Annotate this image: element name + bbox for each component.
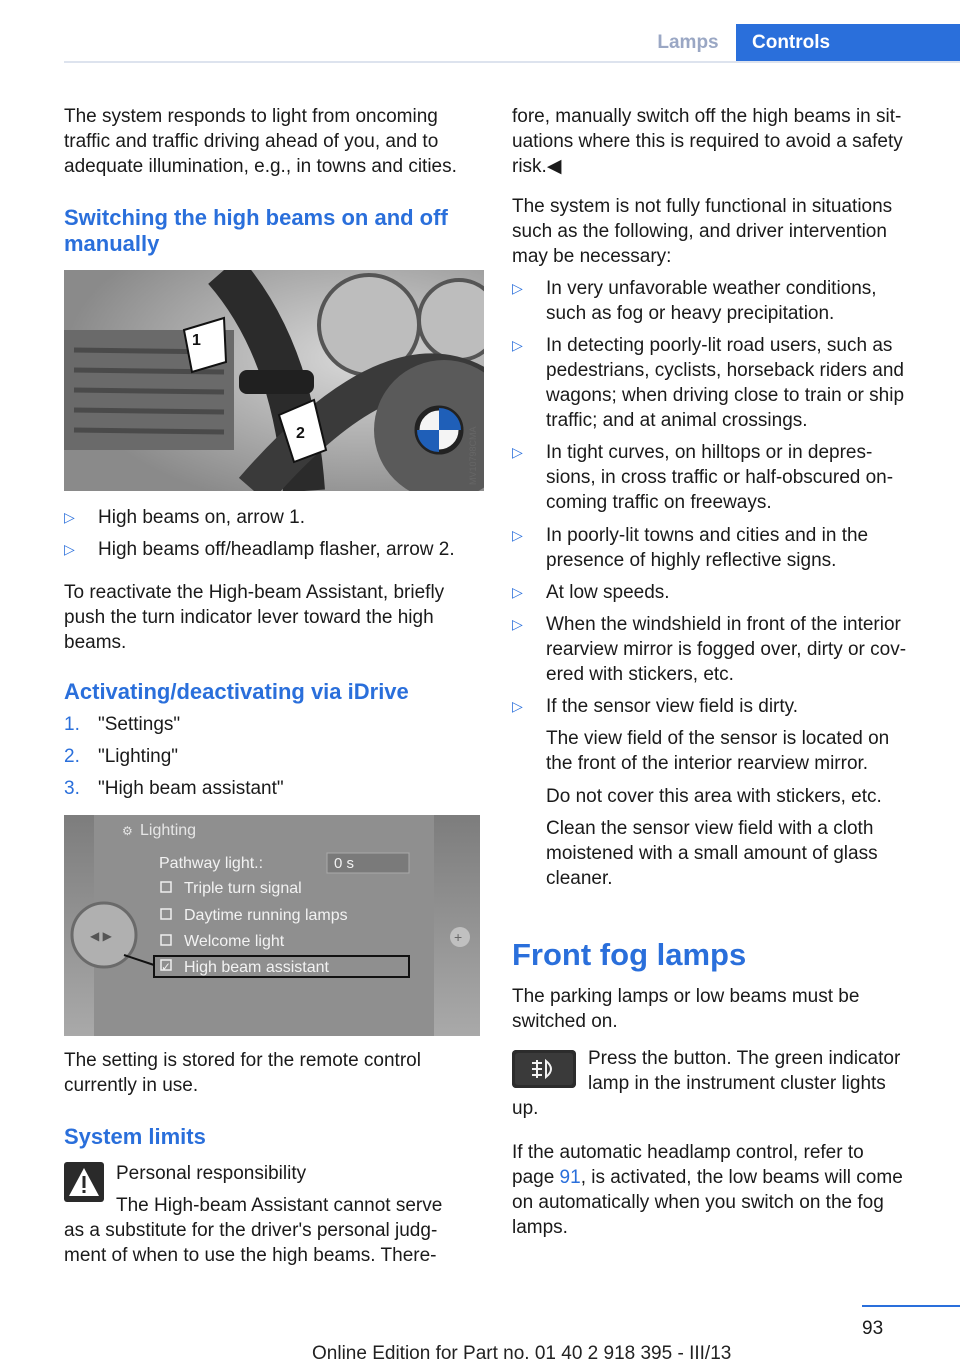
- triangle-bullet-icon: ▷: [64, 509, 75, 525]
- page-91-link[interactable]: 91: [559, 1167, 581, 1188]
- limits-intro-1: The system is not fully functional in situations: [512, 196, 893, 217]
- pathway-label: Pathway light.:: [159, 855, 264, 872]
- auto-line-1: If the automatic headlamp control, refer to: [512, 1142, 864, 1163]
- section-tab-lamps: Lamps: [657, 32, 719, 53]
- fog-press-2: lamp in the instrument cluster lights: [588, 1073, 886, 1094]
- warning-line-3: ment of when to use the high beams. There‐: [64, 1245, 437, 1266]
- fog-press-1: Press the button. The green indicator: [588, 1048, 901, 1069]
- footer-rule: [862, 1305, 960, 1307]
- limits-intro-3: may be necessary:: [512, 246, 672, 267]
- fog-intro-2: switched on.: [512, 1011, 618, 1032]
- sensor-note-3a: Clean the sensor view field with a cloth: [546, 818, 874, 839]
- chapter-tab-controls: Controls: [736, 24, 960, 62]
- triangle-bullet-icon: ▷: [512, 616, 523, 632]
- option-triple-turn: Triple turn signal: [184, 880, 302, 897]
- stored-line-1: The setting is stored for the remote control: [64, 1050, 421, 1071]
- sensor-note-3c: cleaner.: [546, 868, 613, 889]
- intro-line-2: traffic and traffic driving ahead of you, and to: [64, 131, 439, 152]
- heading-fog-lamps: Front fog lamps: [512, 937, 747, 972]
- sensor-note-2: Do not cover this area with stickers, etc.: [546, 786, 882, 807]
- intro-line-3: adequate illumination, e.g., in towns and cities.: [64, 156, 457, 177]
- warning-triangle-icon: [64, 1162, 104, 1202]
- page-number: 93: [862, 1318, 884, 1339]
- auto-line-2: page 91, is activated, the low beams will come: [512, 1167, 903, 1188]
- pathway-value: 0 s: [334, 855, 355, 872]
- triangle-bullet-icon: ▷: [64, 541, 75, 557]
- stored-line-2: currently in use.: [64, 1075, 199, 1096]
- image-code: MV10798CMA: [468, 426, 478, 485]
- fog-intro-1: The parking lamps or low beams must be: [512, 986, 860, 1007]
- svg-text:◀ ▶: ◀ ▶: [90, 929, 112, 943]
- cont-line-1: fore, manually switch off the high beams in sit‐: [512, 106, 902, 127]
- sensor-note-3b: moistened with a small amount of glass: [546, 843, 878, 864]
- warning-title: Personal responsibility: [116, 1163, 307, 1184]
- idrive-lighting-screen: [64, 815, 480, 1036]
- cont-line-3: risk.◀: [512, 156, 562, 177]
- edition-footer: Online Edition for Part no. 01 40 2 918 395 - III/13: [312, 1343, 732, 1364]
- triangle-bullet-icon: ▷: [512, 584, 523, 600]
- option-welcome: Welcome light: [184, 933, 285, 950]
- triangle-bullet-icon: ▷: [512, 337, 523, 353]
- triangle-bullet-icon: ▷: [512, 280, 523, 296]
- cont-line-2: uations where this is required to avoid a safety: [512, 131, 903, 152]
- arrow-2-label: 2: [296, 425, 305, 442]
- sensor-note-1a: The view field of the sensor is located on: [546, 728, 890, 749]
- page-header: [640, 24, 960, 62]
- steering-lever-photo: [64, 270, 484, 491]
- reactivate-line-2: push the turn indicator lever toward the high: [64, 607, 434, 628]
- heading-manual-line-1: Switching the high beams on and off: [64, 205, 448, 230]
- sensor-note-1b: the front of the interior rearview mirror.: [546, 753, 869, 774]
- svg-text:✓: ✓: [161, 960, 172, 974]
- triangle-bullet-icon: ▷: [512, 444, 523, 460]
- limits-intro-2: such as the following, and driver intervention: [512, 221, 887, 242]
- warning-line-1: The High-beam Assistant cannot serve: [116, 1195, 443, 1216]
- reactivate-line-1: To reactivate the High-beam Assistant, briefly: [64, 582, 445, 603]
- reactivate-line-3: beams.: [64, 632, 127, 653]
- header-rule: [64, 61, 960, 63]
- screen-title: Lighting: [140, 822, 197, 839]
- front-fog-lamp-button-icon: [512, 1050, 576, 1088]
- triangle-bullet-icon: ▷: [512, 527, 523, 543]
- heading-manual-line-2: manually: [64, 231, 160, 256]
- warning-line-2: as a substitute for the driver's personal judg‐: [64, 1220, 438, 1241]
- triangle-bullet-icon: ▷: [512, 698, 523, 714]
- auto-line-4: lamps.: [512, 1217, 568, 1238]
- svg-text:+: +: [454, 929, 463, 945]
- auto-line-3: on automatically when you switch on the fog: [512, 1192, 884, 1213]
- option-daytime: Daytime running lamps: [184, 907, 348, 924]
- arrow-1-label: 1: [192, 332, 201, 349]
- gear-icon: ⚙: [122, 824, 133, 838]
- fog-press-3: up.: [512, 1098, 539, 1119]
- heading-idrive: Activating/deactivating via iDrive: [64, 679, 409, 704]
- heading-limits: System limits: [64, 1124, 206, 1149]
- intro-line-1: The system responds to light from oncoming: [64, 106, 438, 127]
- option-high-beam: High beam assistant: [184, 959, 329, 976]
